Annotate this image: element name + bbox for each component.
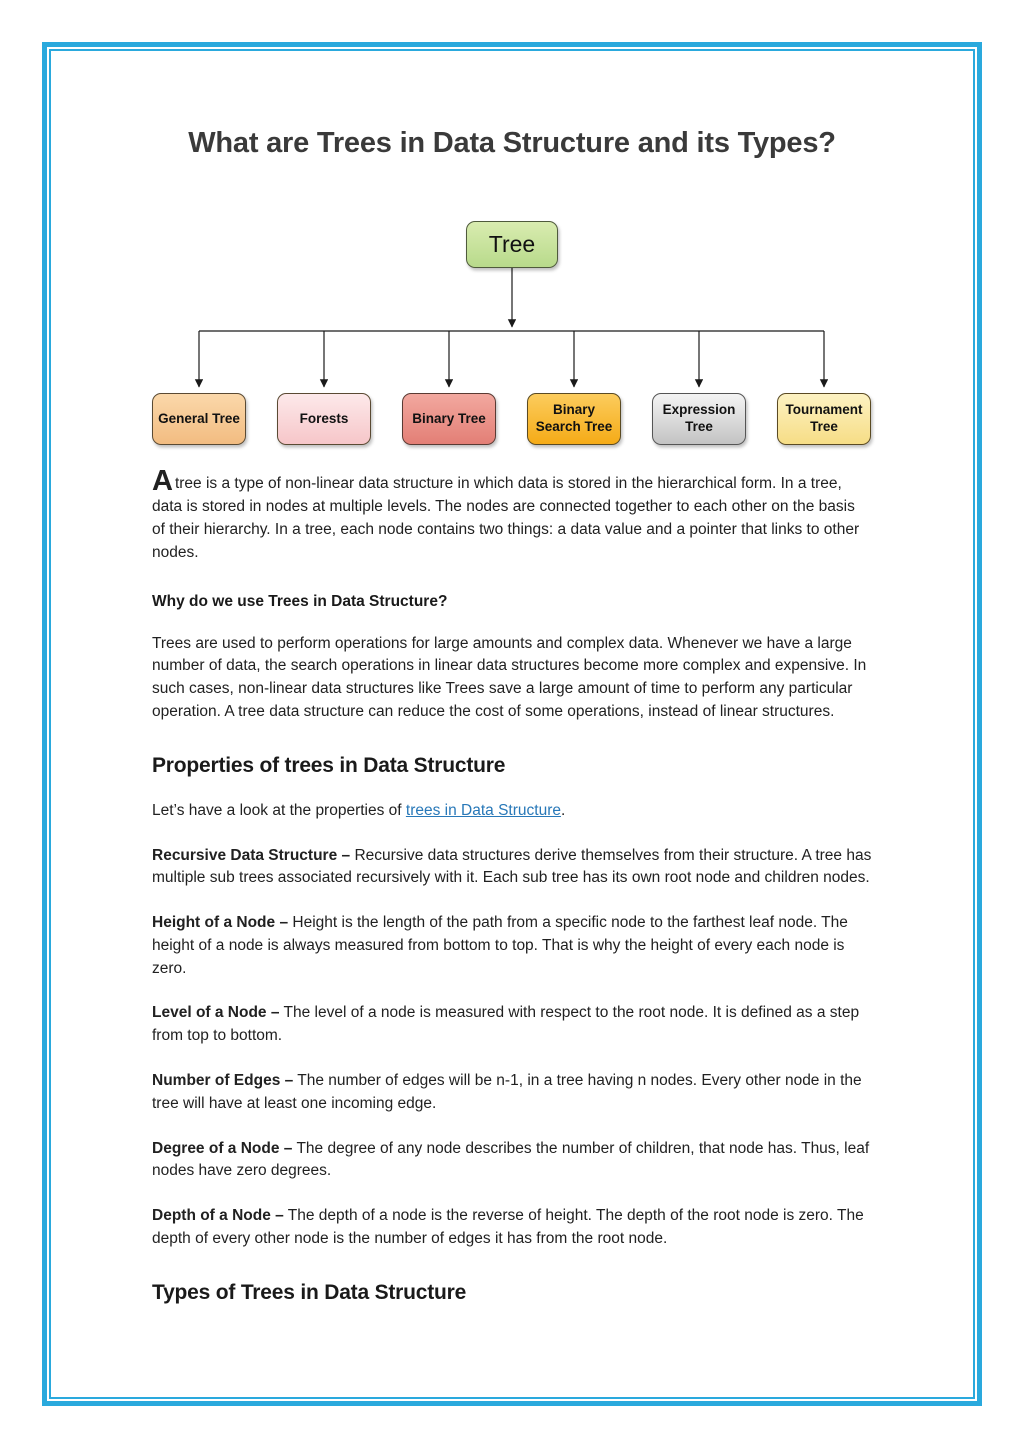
diagram-node-label: Forests [299,410,349,426]
property-recursive-data-structure [152,845,872,891]
diagram-node-tournament-tree [777,393,871,445]
property-term: Degree of a Node – [152,1139,293,1157]
diagram-node-label: Binary Search Tree [535,402,613,435]
diagram-node-binary-tree [402,393,496,445]
property-term: Number of Edges – [152,1071,294,1089]
tree-types-diagram [152,201,872,453]
property-text: The depth of a node is the reverse of height. The depth of the root node is zero. The depth of every other node is the number of edges it has from the root node. [152,1207,864,1247]
page-title: What are Trees in Data Structure and its Types? [188,127,836,159]
diagram-node-label: Tournament Tree [785,402,863,435]
diagram-node-label: Binary Tree [412,410,486,426]
why-paragraph: Trees are used to perform operations for large amounts and complex data. Whenever we have a large number of data, the search operations in linear data structures become more complex and expensive. In such cases, non-linear data structures like Trees save a large amount of time to perform any particular operation. A tree data structure can reduce the cost of some operations, instead of linear structures. [152,634,867,720]
property-text: The number of edges will be n-1, in a tree having n nodes. Every other node in the tree will have at least one incoming edge. [152,1071,862,1112]
property-term: Recursive Data Structure – [152,846,351,864]
document-content [51,125,973,1305]
properties-lead-paragraph [152,800,872,823]
property-height-of-a-node [152,912,872,980]
types-heading: Types of Trees in Data Structure [152,1280,467,1304]
property-text: The level of a node is measured with respect to the root node. It is defined as a step from top to bottom. [152,1004,860,1045]
properties-heading: Properties of trees in Data Structure [152,753,506,777]
diagram-node-general-tree [152,393,246,445]
intro-paragraph [152,467,872,564]
properties-lead-prefix: Let’s have a look at the properties of [152,801,406,819]
property-text: Height is the length of the path from a specific node to the farthest leaf node. The height of a node is always measured from bottom to top. That is why the height of every each node is zero. [152,914,848,977]
intro-text: tree is a type of non-linear data structure in which data is stored in the hierarchical form. In a tree, data is stored in nodes at multiple levels. The nodes are connected together to each other on the basis of their hierarchy. In a tree, each node contains two things: a data value and a pointer that links to other nodes. [152,475,860,561]
diagram-node-expression-tree [652,393,746,445]
property-term: Depth of a Node – [152,1207,284,1225]
diagram-node-binary-search-tree [527,393,621,445]
property-term: Level of a Node – [152,1004,280,1022]
property-degree-of-a-node [152,1138,872,1184]
property-text: Recursive data structures derive themselves from their structure. A tree has multiple sub trees associated recursively with it. Each sub tree has its own root node and children nodes. [152,846,872,887]
diagram-node-forests [277,393,371,445]
why-heading: Why do we use Trees in Data Structure? [152,592,448,610]
diagram-node-label: General Tree [158,410,240,426]
property-level-of-a-node [152,1002,872,1048]
property-depth-of-a-node [152,1205,872,1251]
page-border-frame-inner [49,49,975,1399]
diagram-node-label: Expression Tree [662,402,736,435]
property-text: The degree of any node describes the number of children, that node has. Thus, leaf nodes have zero degrees. [152,1139,870,1180]
property-term: Height of a Node – [152,914,289,932]
diagram-node-tree [466,221,558,268]
property-number-of-edges [152,1070,872,1116]
intro-lead-capital: A [152,465,173,498]
page-border-frame [42,42,982,1406]
diagram-node-tree-label: Tree [488,231,536,258]
trees-in-data-structure-link[interactable]: trees in Data Structure [405,801,561,819]
properties-lead-suffix: . [560,801,566,819]
